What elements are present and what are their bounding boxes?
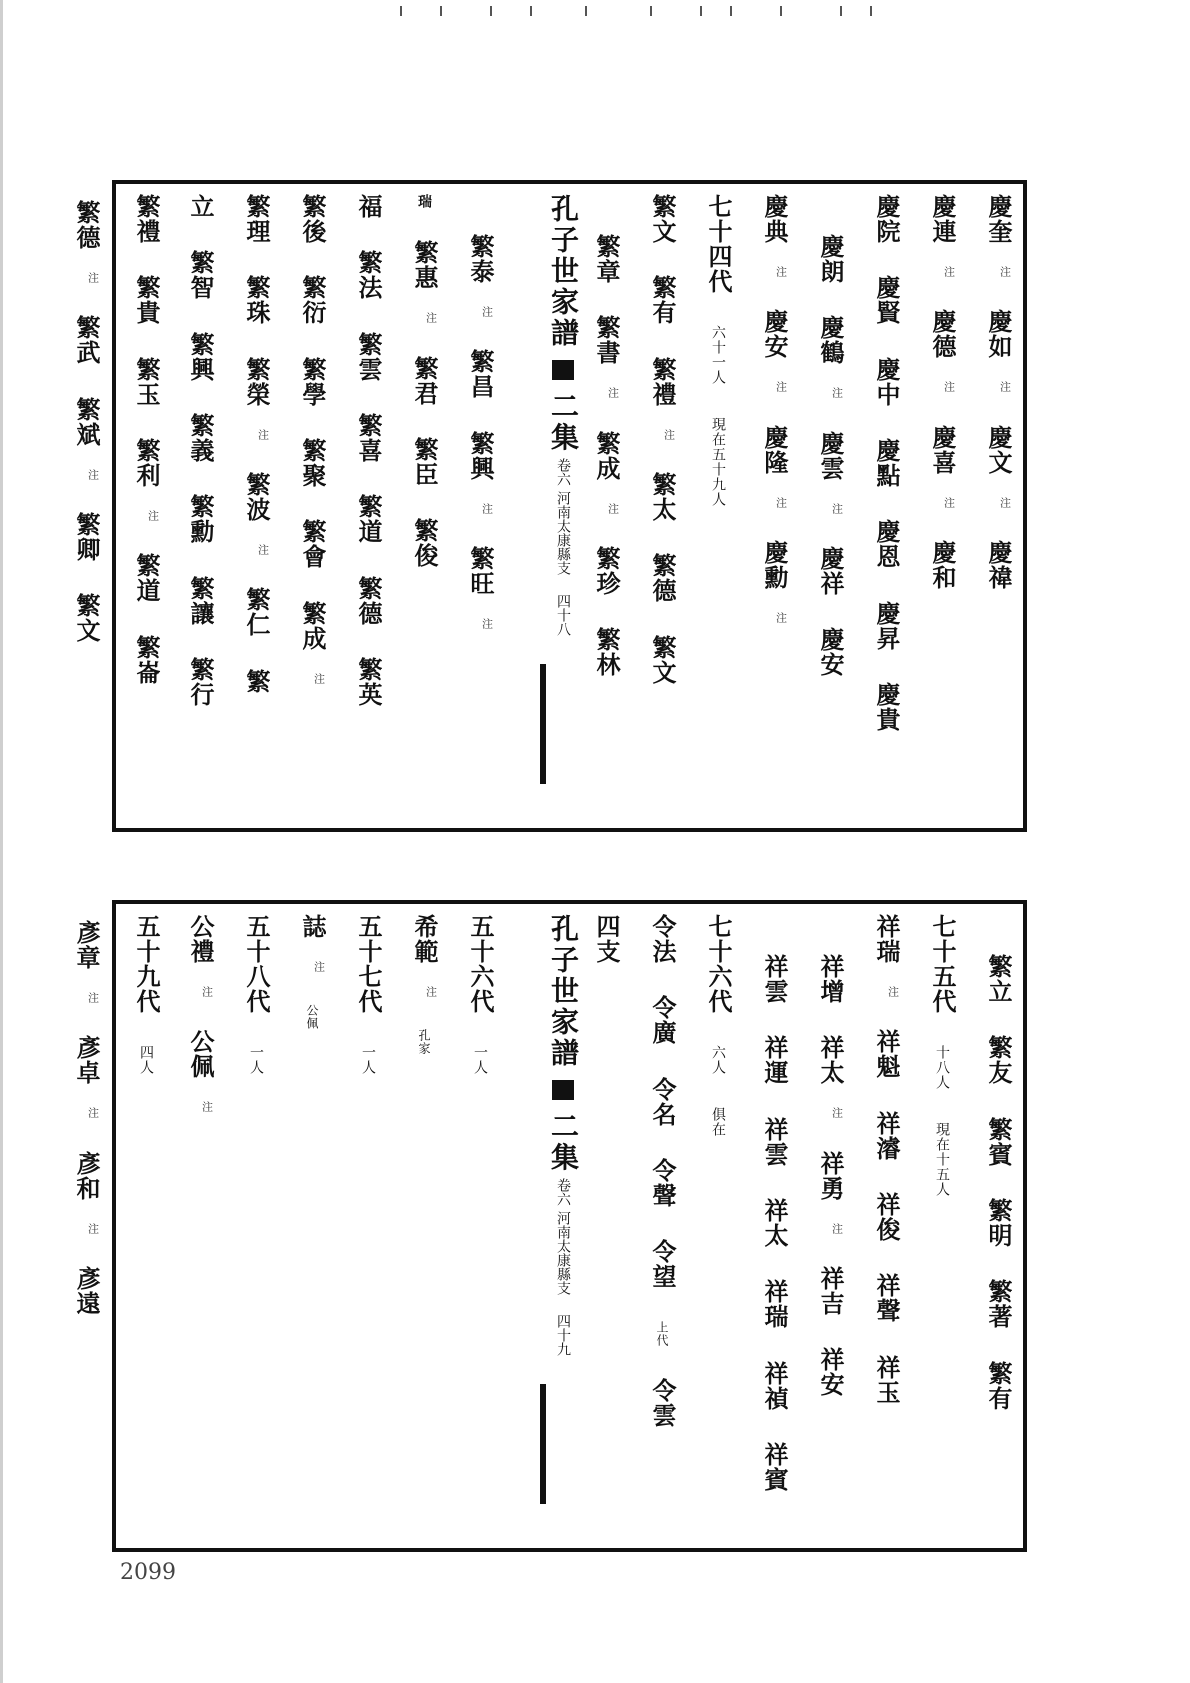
genealogy-entry: 繁道	[132, 553, 161, 604]
genealogy-entry: 繁臣	[410, 437, 439, 488]
genealogy-entry: 慶安	[760, 309, 789, 360]
genealogy-entry: 繁文	[648, 194, 677, 244]
genealogy-entry: 慶朗	[816, 234, 845, 284]
genealogy-entry: 繁喜	[354, 413, 383, 464]
annotation-note: 注	[662, 428, 676, 441]
generation-heading: 五十七代	[354, 914, 383, 1014]
genealogy-entry: 誌	[298, 914, 327, 939]
genealogy-entry: 祥魁	[872, 1029, 901, 1080]
genealogy-entry: 繁旺	[466, 546, 495, 597]
genealogy-entry: 繁	[242, 668, 271, 694]
annotation-note: 注	[424, 986, 438, 998]
genealogy-entry: 慶中	[872, 356, 901, 407]
genealogy-entry: 繁衍	[298, 275, 327, 326]
genealogy-entry: 令法	[648, 914, 677, 964]
annotation-note: 注	[256, 544, 270, 557]
annotation-note: 注	[256, 428, 270, 441]
annotation-note: 注	[942, 381, 956, 394]
genealogy-entry: 繁俊	[410, 518, 439, 569]
generation-column	[916, 914, 968, 1540]
genealogy-entry: 繁君	[410, 355, 439, 406]
genealogy-note: 公佩	[305, 1004, 319, 1031]
genealogy-entry: 慶賢	[872, 275, 901, 326]
genealogy-entry: 祥運	[760, 1035, 789, 1086]
genealogy-column	[916, 194, 968, 820]
genealogy-note: 上代	[655, 1320, 669, 1347]
genealogy-entry: 彥遠	[72, 1266, 101, 1317]
genealogy-entry: 繁賓	[984, 1116, 1013, 1167]
generation-column	[230, 914, 282, 1540]
branch-label: 河南太康縣支	[555, 491, 571, 576]
genealogy-entry: 繁珠	[242, 275, 271, 326]
genealogy-entry: 繁成	[592, 430, 621, 481]
genealogy-entry: 繁英	[354, 657, 383, 708]
genealogy-entry: 祥瑞	[760, 1279, 789, 1330]
generation-count: 十八人	[934, 1045, 950, 1091]
annotation-note: 注	[86, 272, 100, 284]
generation-living-count: 現在五十九人	[710, 416, 726, 507]
genealogy-entry: 繁聚	[298, 438, 327, 489]
genealogy-entry: 祥安	[816, 1347, 845, 1398]
generation-column	[342, 914, 394, 1540]
genealogy-note: 孔家	[417, 1029, 431, 1056]
genealogy-entry: 繁法	[354, 250, 383, 301]
volume-label: 卷六	[555, 458, 571, 487]
banner-rule	[540, 1384, 546, 1504]
genealogy-entry: 慶文	[984, 424, 1013, 475]
genealogy-column	[230, 194, 282, 820]
genealogy-entry: 祥濬	[872, 1110, 901, 1161]
annotation-note: 注	[998, 381, 1012, 394]
genealogy-entry: 慶鶴	[816, 315, 845, 366]
generation-count: 一人	[472, 1045, 488, 1076]
genealogy-entry: 祥雲	[760, 1116, 789, 1167]
genealogy-entry: 繁文	[72, 593, 101, 644]
genealogy-entry: 繁成	[298, 600, 327, 651]
genealogy-entry: 繁學	[298, 356, 327, 407]
genealogy-entry: 繁友	[984, 1035, 1013, 1086]
generation-heading: 七十六代	[704, 914, 733, 1014]
page-number: 2099	[120, 1560, 176, 1585]
genealogy-entry: 祥增	[816, 954, 845, 1004]
genealogy-entry: 瑞	[416, 194, 432, 209]
genealogy-entry: 繁著	[984, 1279, 1013, 1330]
volume-label: 卷六	[555, 1178, 571, 1207]
generation-heading: 五十六代	[466, 914, 495, 1014]
genealogy-entry: 繁德	[648, 553, 677, 604]
annotation-note: 注	[606, 502, 620, 515]
annotation-note: 注	[830, 387, 844, 400]
genealogy-entry: 慶隆	[760, 424, 789, 475]
genealogy-entry: 慶喜	[928, 424, 957, 475]
branch-heading: 四支	[592, 914, 621, 964]
genealogy-entry: 繁禮	[648, 356, 677, 407]
genealogy-entry: 繁雲	[354, 331, 383, 382]
genealogy-column	[398, 194, 450, 820]
genealogy-entry: 祥瑞	[872, 914, 901, 964]
genealogy-entry: 祥玉	[872, 1354, 901, 1405]
genealogy-entry: 繁章	[592, 234, 621, 284]
annotation-note: 注	[606, 387, 620, 400]
page-edge	[0, 0, 3, 1683]
genealogy-entry: 慶典	[760, 194, 789, 244]
genealogy-column	[748, 194, 800, 820]
genealogy-entry: 繁斌	[72, 396, 101, 447]
genealogy-entry: 繁玉	[132, 356, 161, 407]
genealogy-column	[398, 914, 450, 1540]
genealogy-entry: 繁興	[186, 331, 215, 382]
genealogy-entry: 彥卓	[72, 1035, 101, 1086]
genealogy-entry: 繁智	[186, 250, 215, 301]
genealogy-entry: 慶安	[816, 627, 845, 678]
annotation-note: 注	[424, 312, 438, 325]
genealogy-entry: 繁榮	[242, 356, 271, 407]
banner-rule	[540, 664, 546, 784]
generation-column	[120, 914, 172, 1540]
genealogy-column	[120, 194, 172, 820]
genealogy-entry: 繁勳	[186, 494, 215, 545]
genealogy-column	[804, 914, 856, 1580]
genealogy-entry: 慶恩	[872, 519, 901, 570]
generation-heading: 七十四代	[704, 194, 733, 294]
genealogy-column	[580, 194, 632, 860]
annotation-note: 注	[86, 468, 100, 481]
top-margin-marks	[400, 6, 960, 20]
genealogy-entry: 祥聲	[872, 1273, 901, 1324]
generation-living-count: 現在十五人	[934, 1121, 950, 1197]
annotation-note: 注	[998, 266, 1012, 278]
generation-count: 一人	[248, 1045, 264, 1076]
genealogy-entry: 慶禕	[984, 540, 1013, 591]
folio-number: 四十九	[555, 1314, 571, 1357]
genealogy-entry: 慶雲	[816, 430, 845, 481]
genealogy-entry: 繁泰	[466, 234, 495, 284]
genealogy-column	[972, 914, 1024, 1580]
genealogy-entry: 繁昌	[466, 349, 495, 400]
collection-label: 二集	[547, 1111, 580, 1174]
folio-number: 四十八	[555, 594, 571, 637]
genealogy-entry: 希範	[410, 914, 439, 964]
generation-count: 四人	[138, 1045, 154, 1076]
annotation-note: 注	[942, 266, 956, 278]
genealogy-column	[286, 194, 338, 820]
genealogy-entry: 繁道	[354, 494, 383, 545]
annotation-note: 注	[480, 306, 494, 318]
genealogy-column	[60, 920, 112, 1540]
genealogy-entry: 令雲	[648, 1378, 677, 1429]
genealogy-page-49	[112, 900, 1027, 1552]
genealogy-entry: 繁立	[984, 954, 1013, 1004]
genealogy-entry: 祥勇	[816, 1150, 845, 1201]
genealogy-entry: 繁明	[984, 1198, 1013, 1249]
genealogy-entry: 繁波	[242, 472, 271, 523]
genealogy-entry: 繁太	[648, 472, 677, 523]
genealogy-entry: 彥章	[72, 920, 101, 970]
genealogy-entry: 慶如	[984, 309, 1013, 360]
genealogy-column	[636, 914, 688, 1540]
genealogy-entry: 令廣	[648, 995, 677, 1046]
genealogy-column	[286, 914, 338, 1540]
genealogy-entry: 慶勳	[760, 540, 789, 591]
genealogy-entry: 繁興	[466, 430, 495, 481]
genealogy-entry: 繁讓	[186, 575, 215, 626]
genealogy-column	[174, 194, 226, 820]
genealogy-column	[860, 914, 912, 1540]
annotation-note: 注	[886, 986, 900, 998]
annotation-note: 注	[830, 1107, 844, 1120]
genealogy-entry: 祥太	[816, 1035, 845, 1086]
genealogy-entry: 繁惠	[410, 240, 439, 291]
genealogy-entry: 繁義	[186, 413, 215, 464]
genealogy-entry: 令望	[648, 1239, 677, 1290]
genealogy-entry: 祥禎	[760, 1360, 789, 1411]
center-banner	[514, 914, 580, 1540]
genealogy-entry: 慶院	[872, 194, 901, 244]
genealogy-entry: 慶貴	[872, 682, 901, 733]
genealogy-entry: 繁書	[592, 315, 621, 366]
genealogy-entry: 慶祥	[816, 546, 845, 597]
annotation-note: 注	[312, 961, 326, 973]
genealogy-entry: 繁林	[592, 627, 621, 678]
generation-heading: 五十八代	[242, 914, 271, 1014]
generation-living-count: 俱在	[710, 1106, 726, 1137]
genealogy-entry: 繁崙	[132, 634, 161, 685]
genealogy-entry: 繁有	[984, 1360, 1013, 1411]
genealogy-entry: 繁行	[186, 657, 215, 708]
genealogy-column	[454, 194, 506, 860]
genealogy-column	[174, 914, 226, 1540]
annotation-note: 注	[774, 612, 788, 625]
branch-column	[580, 914, 632, 1540]
genealogy-entry: 繁有	[648, 275, 677, 326]
genealogy-entry: 福	[354, 194, 383, 219]
genealogy-entry: 繁武	[72, 315, 101, 366]
genealogy-entry: 祥賓	[760, 1442, 789, 1493]
genealogy-entry: 慶連	[928, 194, 957, 244]
genealogy-column	[636, 194, 688, 820]
genealogy-entry: 繁理	[242, 194, 271, 244]
genealogy-column	[860, 194, 912, 820]
genealogy-column	[804, 194, 856, 860]
genealogy-entry: 繁貴	[132, 275, 161, 326]
genealogy-entry: 令聲	[648, 1158, 677, 1209]
annotation-note: 注	[774, 266, 788, 278]
annotation-note: 注	[312, 672, 326, 685]
genealogy-entry: 彥和	[72, 1150, 101, 1201]
generation-count: 六人	[710, 1045, 726, 1076]
generation-count: 六十一人	[710, 325, 726, 386]
genealogy-entry: 繁仁	[242, 587, 271, 638]
annotation-note: 注	[942, 496, 956, 509]
generation-column	[692, 194, 744, 820]
genealogy-entry: 繁會	[298, 519, 327, 570]
annotation-note: 注	[86, 1107, 100, 1120]
annotation-note: 注	[830, 502, 844, 515]
genealogy-entry: 祥雲	[760, 954, 789, 1004]
genealogy-entry: 祥俊	[872, 1192, 901, 1243]
genealogy-entry: 公佩	[186, 1029, 215, 1080]
genealogy-entry: 慶點	[872, 438, 901, 489]
annotation-note: 注	[200, 986, 214, 998]
genealogy-entry: 繁後	[298, 194, 327, 244]
collection-label: 二集	[547, 391, 580, 454]
book-title: 孔子世家譜	[547, 194, 580, 349]
annotation-note: 注	[480, 502, 494, 515]
genealogy-entry: 慶和	[928, 540, 957, 591]
book-title: 孔子世家譜	[547, 914, 580, 1069]
annotation-note: 注	[480, 618, 494, 631]
genealogy-entry: 繁德	[72, 200, 101, 250]
fish-tail-mark	[552, 1080, 574, 1100]
genealogy-entry: 祥太	[760, 1198, 789, 1249]
genealogy-entry: 祥吉	[816, 1266, 845, 1317]
genealogy-entry: 公禮	[186, 914, 215, 964]
genealogy-entry: 繁德	[354, 575, 383, 626]
genealogy-entry: 令名	[648, 1076, 677, 1127]
generation-heading: 五十九代	[132, 914, 161, 1014]
genealogy-column	[60, 200, 112, 770]
annotation-note: 注	[998, 496, 1012, 509]
genealogy-column	[748, 914, 800, 1580]
annotation-note: 注	[86, 992, 100, 1004]
annotation-note: 注	[830, 1222, 844, 1235]
center-banner	[514, 194, 580, 820]
genealogy-entry: 繁卿	[72, 512, 101, 563]
branch-label: 河南太康縣支	[555, 1211, 571, 1296]
genealogy-entry: 立	[186, 194, 215, 219]
genealogy-column	[342, 194, 394, 820]
genealogy-entry: 繁珍	[592, 546, 621, 597]
generation-column	[692, 914, 744, 1540]
annotation-note: 注	[146, 510, 160, 523]
genealogy-entry: 繁禮	[132, 194, 161, 244]
genealogy-entry: 繁利	[132, 438, 161, 489]
genealogy-entry: 慶德	[928, 309, 957, 360]
genealogy-entry: 繁文	[648, 634, 677, 685]
annotation-note: 注	[774, 496, 788, 509]
genealogy-entry: 慶奎	[984, 194, 1013, 244]
generation-heading: 七十五代	[928, 914, 957, 1014]
genealogy-page-48	[112, 180, 1027, 832]
annotation-note: 注	[86, 1222, 100, 1235]
genealogy-entry: 慶昇	[872, 600, 901, 651]
generation-column	[454, 914, 506, 1540]
genealogy-column	[972, 194, 1024, 820]
annotation-note: 注	[200, 1101, 214, 1114]
annotation-note: 注	[774, 381, 788, 394]
generation-count: 一人	[360, 1045, 376, 1076]
fish-tail-mark	[552, 360, 574, 380]
